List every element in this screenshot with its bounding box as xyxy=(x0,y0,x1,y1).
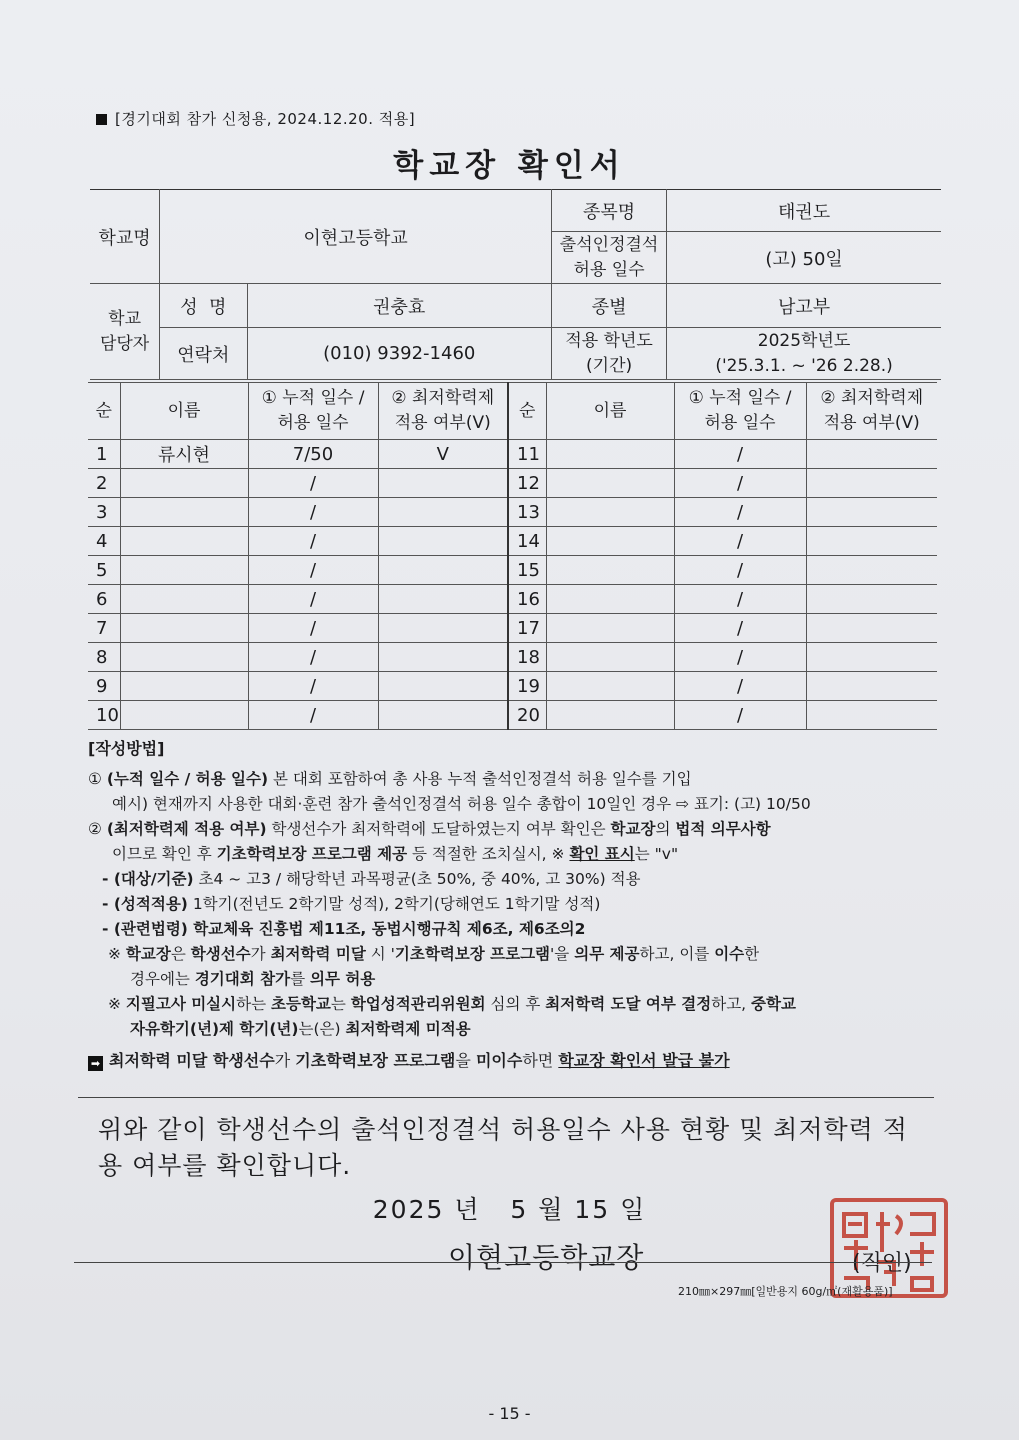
minimum-achievement-check xyxy=(806,527,937,556)
student-name xyxy=(120,498,248,527)
minimum-achievement-check xyxy=(378,585,508,614)
student-name xyxy=(120,614,248,643)
roster-row xyxy=(88,469,937,498)
roster-row xyxy=(88,701,937,730)
guide-line-3: ② (최저학력제 적용 여부) 학생선수가 최저학력에 도달하였는지 여부 확인은 학교장의 법적 의무사항 xyxy=(88,820,771,838)
col-days-right: ① 누적 일수 / 허용 일수 xyxy=(674,383,806,440)
col-name-left: 이름 xyxy=(120,383,248,440)
minimum-achievement-check xyxy=(378,643,508,672)
school-label: 학교명 xyxy=(90,190,160,284)
roster-row xyxy=(88,556,937,585)
cumulative-days: / xyxy=(248,643,378,672)
guide-line-1: ① (누적 일수 / 허용 일수) 본 대회 포함하여 총 사용 누적 출석인정결석 허용 일수를 기입 xyxy=(88,770,692,788)
minimum-achievement-check xyxy=(378,672,508,701)
row-number: 11 xyxy=(508,440,546,469)
cumulative-days: / xyxy=(248,585,378,614)
col-days-left: ① 누적 일수 / 허용 일수 xyxy=(248,383,378,440)
minimum-achievement-check xyxy=(378,498,508,527)
student-name xyxy=(120,585,248,614)
row-number: 6 xyxy=(88,585,120,614)
row-number: 8 xyxy=(88,643,120,672)
cumulative-days: / xyxy=(674,614,806,643)
roster-row xyxy=(88,440,937,469)
seal-label: (직인) xyxy=(852,1251,912,1276)
minimum-achievement-check xyxy=(378,556,508,585)
student-name xyxy=(546,469,674,498)
student-name xyxy=(546,498,674,527)
cumulative-days: / xyxy=(248,556,378,585)
row-number: 9 xyxy=(88,672,120,701)
roster-row xyxy=(88,527,937,556)
cumulative-days: / xyxy=(674,585,806,614)
cumulative-days: / xyxy=(248,498,378,527)
student-name xyxy=(120,527,248,556)
col-check-left: ② 최저학력제 적용 여부(V) xyxy=(378,383,508,440)
row-number: 10 xyxy=(88,701,120,730)
row-number: 15 xyxy=(508,556,546,585)
document-title: 학교장 확인서 xyxy=(393,148,626,184)
cumulative-days: / xyxy=(248,469,378,498)
minimum-achievement-check xyxy=(806,498,937,527)
cumulative-days: / xyxy=(674,498,806,527)
arrow-box-icon: ➡ xyxy=(88,1056,103,1071)
cumulative-days: / xyxy=(248,614,378,643)
row-number: 20 xyxy=(508,701,546,730)
guide-heading: [작성방법] xyxy=(88,739,165,758)
minimum-achievement-check xyxy=(806,469,937,498)
page-number: - 15 - xyxy=(488,1404,531,1423)
row-number: 1 xyxy=(88,440,120,469)
contact-label: 연락처 xyxy=(160,328,247,380)
student-name: 류시현 xyxy=(120,440,248,469)
cumulative-days: / xyxy=(674,469,806,498)
year-value: 2025학년도 ('25.3.1. ~ '26 2.28.) xyxy=(667,328,941,380)
row-number: 14 xyxy=(508,527,546,556)
sport-value: 태권도 xyxy=(667,190,941,232)
row-number: 5 xyxy=(88,556,120,585)
row-number: 3 xyxy=(88,498,120,527)
category-value: 남고부 xyxy=(667,284,941,328)
minimum-achievement-check xyxy=(378,614,508,643)
row-number: 18 xyxy=(508,643,546,672)
cumulative-days: / xyxy=(248,527,378,556)
student-name xyxy=(546,585,674,614)
student-name xyxy=(546,672,674,701)
roster-header-row xyxy=(88,383,937,440)
minimum-achievement-check xyxy=(806,614,937,643)
student-name xyxy=(546,701,674,730)
student-name xyxy=(546,556,674,585)
name-label: 성 명 xyxy=(160,284,247,328)
category-label: 종별 xyxy=(552,284,667,328)
minimum-achievement-check xyxy=(378,469,508,498)
col-no-left: 순 xyxy=(88,383,120,440)
student-name xyxy=(546,527,674,556)
guide-line-2: 예시) 현재까지 사용한 대회·훈련 참가 출석인정결석 허용 일수 총합이 10일인 경우 ⇨ 표기: (고) 10/50 xyxy=(112,795,811,813)
form-reference: [경기대회 참가 신청용, 2024.12.20. 적용] xyxy=(96,108,415,129)
row-number: 13 xyxy=(508,498,546,527)
guide-line-11: 자유학기(년)제 학기(년)는(은) 최저학력제 미적용 xyxy=(130,1020,471,1038)
roster-row xyxy=(88,643,937,672)
roster-row xyxy=(88,672,937,701)
minimum-achievement-check xyxy=(378,527,508,556)
year-label: 적용 학년도 (기간) xyxy=(552,328,667,380)
guide-line-9: 경우에는 경기대회 참가를 의무 허용 xyxy=(130,970,376,988)
student-name xyxy=(120,672,248,701)
col-name-right: 이름 xyxy=(546,383,674,440)
name-value: 권충효 xyxy=(247,284,552,328)
row-number: 17 xyxy=(508,614,546,643)
guide-warning: ➡ 최저학력 미달 학생선수가 기초학력보장 프로그램을 미이수하면 학교장 확인서 발급 불가 xyxy=(88,1048,938,1073)
student-name xyxy=(546,643,674,672)
row-number: 7 xyxy=(88,614,120,643)
cumulative-days: / xyxy=(674,527,806,556)
student-name xyxy=(120,556,248,585)
minimum-achievement-check xyxy=(806,643,937,672)
minimum-achievement-check: V xyxy=(378,440,508,469)
confirmation-statement: 위와 같이 학생선수의 출석인정결석 허용일수 사용 현황 및 최저학력 적용 여부를 확인합니다. xyxy=(98,1115,908,1180)
roster-row xyxy=(88,614,937,643)
guide-line-10: ※ 지필고사 미실시하는 초등학교는 학업성적관리위원회 심의 후 최저학력 도달 여부 결정하고, 중학교 xyxy=(108,995,796,1013)
minimum-achievement-check xyxy=(806,556,937,585)
guide-line-5: - (대상/기준) 초4 ~ 고3 / 해당학년 과목평균(초 50%, 중 40%, 고 30%) 적용 xyxy=(102,870,641,888)
roster-table xyxy=(88,382,937,730)
row-number: 12 xyxy=(508,469,546,498)
divider xyxy=(74,1262,932,1263)
roster-row xyxy=(88,498,937,527)
row-number: 2 xyxy=(88,469,120,498)
student-name xyxy=(546,440,674,469)
student-name xyxy=(120,469,248,498)
student-name xyxy=(120,701,248,730)
cumulative-days: / xyxy=(674,643,806,672)
sport-label: 종목명 xyxy=(552,190,667,232)
cumulative-days: / xyxy=(248,672,378,701)
cumulative-days: 7/50 xyxy=(248,440,378,469)
col-check-right: ② 최저학력제 적용 여부(V) xyxy=(806,383,937,440)
col-no-right: 순 xyxy=(508,383,546,440)
divider xyxy=(78,1097,934,1098)
cumulative-days: / xyxy=(674,556,806,585)
guide-line-6: - (성적적용) 1학기(전년도 2학기말 성적), 2학기(당해연도 1학기말 성적) xyxy=(102,895,601,913)
row-number: 4 xyxy=(88,527,120,556)
guide-line-8: ※ 학교장은 학생선수가 최저학력 미달 시 '기초학력보장 프로그램'을 의무 제공하고, 이를 이수한 xyxy=(108,945,760,963)
student-name xyxy=(546,614,674,643)
square-bullet-icon xyxy=(96,114,107,125)
issuer-name: 이현고등학교장 xyxy=(448,1241,645,1274)
contact-value: (010) 9392-1460 xyxy=(247,328,552,380)
minimum-achievement-check xyxy=(806,440,937,469)
minimum-achievement-check xyxy=(378,701,508,730)
cumulative-days: / xyxy=(248,701,378,730)
school-value: 이현고등학교 xyxy=(160,190,552,284)
guide-line-4: 이므로 확인 후 기초학력보장 프로그램 제공 등 적절한 조치실시, ※ 확인 표시는 "v" xyxy=(112,845,679,863)
row-number: 16 xyxy=(508,585,546,614)
guide-line-7: - (관련법령) 학교체육 진흥법 제11조, 동법시행규칙 제6조, 제6조의2 xyxy=(102,920,586,938)
student-name xyxy=(120,643,248,672)
cumulative-days: / xyxy=(674,440,806,469)
minimum-achievement-check xyxy=(806,672,937,701)
allowed-days-value: (고) 50일 xyxy=(667,232,941,284)
minimum-achievement-check xyxy=(806,701,937,730)
row-number: 19 xyxy=(508,672,546,701)
paper-spec: 210㎜×297㎜[일반용지 60g/㎡(재활용품)] xyxy=(678,1285,893,1298)
cumulative-days: / xyxy=(674,701,806,730)
allowed-days-label: 출석인정결석 허용 일수 xyxy=(552,232,667,284)
info-table xyxy=(90,189,941,380)
writing-guide xyxy=(88,736,938,1073)
minimum-achievement-check xyxy=(806,585,937,614)
roster-row xyxy=(88,585,937,614)
manager-label: 학교 담당자 xyxy=(90,284,160,380)
cumulative-days: / xyxy=(674,672,806,701)
issue-date: 2025 년 5 월 15 일 xyxy=(372,1195,647,1224)
